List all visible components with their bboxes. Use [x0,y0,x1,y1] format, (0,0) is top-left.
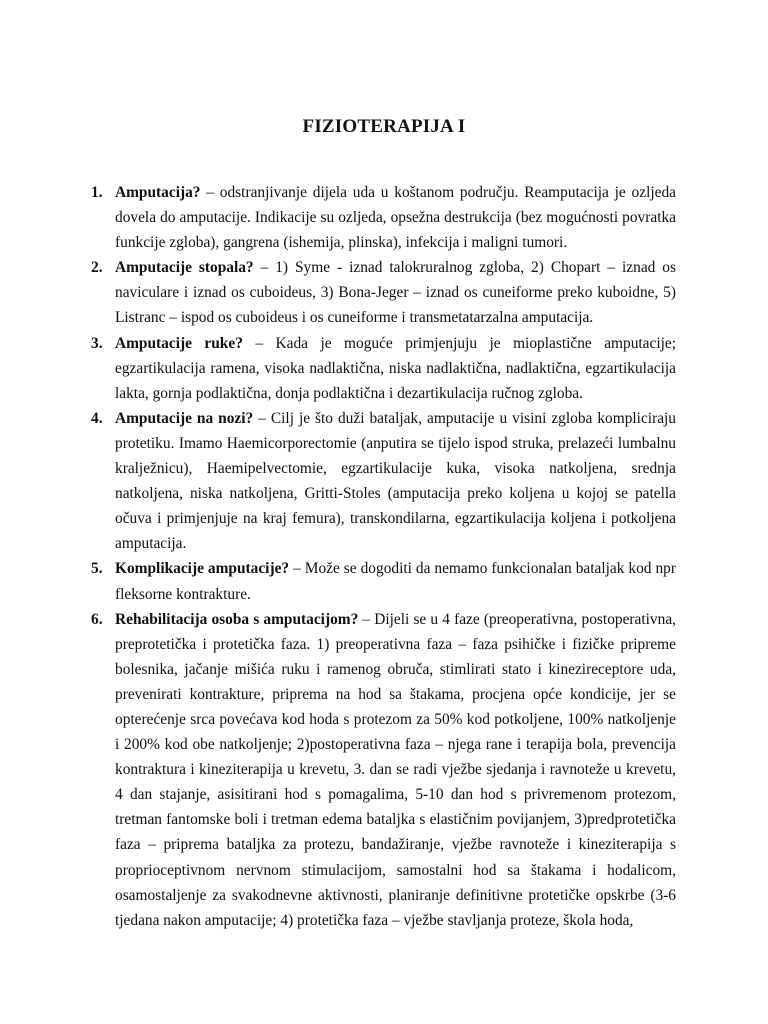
item-answer: – Može se dogoditi da nemamo funkcionalan bataljak kod npr fleksorne kontrakture. [115,560,676,603]
item-number: 2. [91,259,103,277]
item-number: 3. [91,334,103,352]
question-list [88,180,676,933]
item-number: 4. [91,409,103,427]
item-question: Amputacija? [115,184,201,201]
item-answer: – Cilj je što duži bataljak, amputacije u visini zgloba kompliciraju protetiku. Imamo Haemicorporectomie (anputira se tijelo ispod struka, prelazeći lumbalnu kralježnicu), Haemipelvectomie, egzartikulacije kuka, visoka natkoljena, srednja natkoljena, niska natkoljena, Gritti-Stoles (amputacija preko koljena u kojoj se patella očuva i primjenjuje na kraj femura), transkondilarna, egzartikulacija koljena i potkoljena amputacija. [115,409,676,553]
item-number: 6. [91,610,103,628]
item-answer: – Dijeli se u 4 faze (preoperativna, postoperativna, preprotetička i protetička faza. 1) preoperativna faza – faza psihičke i fizičke pripreme bolesnika, jačanje mišića ruku i ramenog obruča, stimlirati stato i kinezireceptore uda, prevenirati kontrakture, priprema na hod sa štakama, procjena opće kondicije, jer se opterećenje srca povećava kod hoda s protezom za 50% kod potkoljene, 100% natkoljenje i 200% kod obe natkoljenje; 2)postoperativna faza – njega rane i terapija bola, prevencija kontraktura i kineziterapija u krevetu, 3. dan se radi vježbe sjedanja i ravnoteže u krevetu, 4 dan stajanje, asisitirani hod s pomagalima, 5-10 dan hod s privremenom protezom, tretman fantomske boli i tretman edema bataljka s elastičnim povijanjem, 3)predprotetička faza – priprema bataljka za protezu, bandažiranje, vježbe ravnoteže i kineziterapija s proprioceptivnom nervnom stimulacijom, samostalni hod sa štakama i hodalicom, osamostaljenje za svakodnevne aktivnosti, planiranje definitivne protetičke opskrbe (3-6 tjedana nakon amputacije; 4) protetička faza – vježbe stavljanja proteze, škola hoda, [115,610,676,929]
item-question: Amputacije stopala? [115,259,254,277]
list-item [88,331,676,406]
item-number: 1. [91,184,103,201]
item-answer: – odstranjivanje dijela uda u koštanom području. Reamputacija je ozljeda dovela do amputacije. Indikacije su ozljeda, opsežna destrukcija (bez mogućnosti povratka funkcije zgloba), gangrena (ishemija, plinska), infekcija i maligni tumori. [115,184,676,252]
item-question: Amputacije na nozi? [115,409,254,427]
item-question: Komplikacije amputacije? [115,560,290,578]
page-title: FIZIOTERAPIJA I [302,116,466,137]
item-question: Amputacije ruke? [115,334,243,352]
item-answer: – 1) Syme - iznad talokruralnog zgloba, 2) Chopart – iznad os naviculare i iznad os cuboideus, 3) Bona-Jeger – iznad os cuneiforme preko kuboidne, 5) Listranc – ispod os cuboideus i os cuneiforme i transmetatarzalna amputacija. [115,259,676,327]
list-item [88,556,676,606]
list-item [88,607,676,933]
list-item [88,180,676,255]
item-number: 5. [91,560,103,578]
item-question: Rehabilitacija osoba s amputacijom? [115,610,359,628]
item-answer: – Kada je moguće primjenjuju je mioplastične amputacije; egzartikulacija ramena, visoka nadlaktična, niska nadlaktična, nadlaktična, egzartikulacija lakta, gornja podlaktična, donja podlaktična i dezartikulacija ručnog zgloba. [115,334,676,402]
list-item [88,255,676,330]
list-item [88,406,676,557]
